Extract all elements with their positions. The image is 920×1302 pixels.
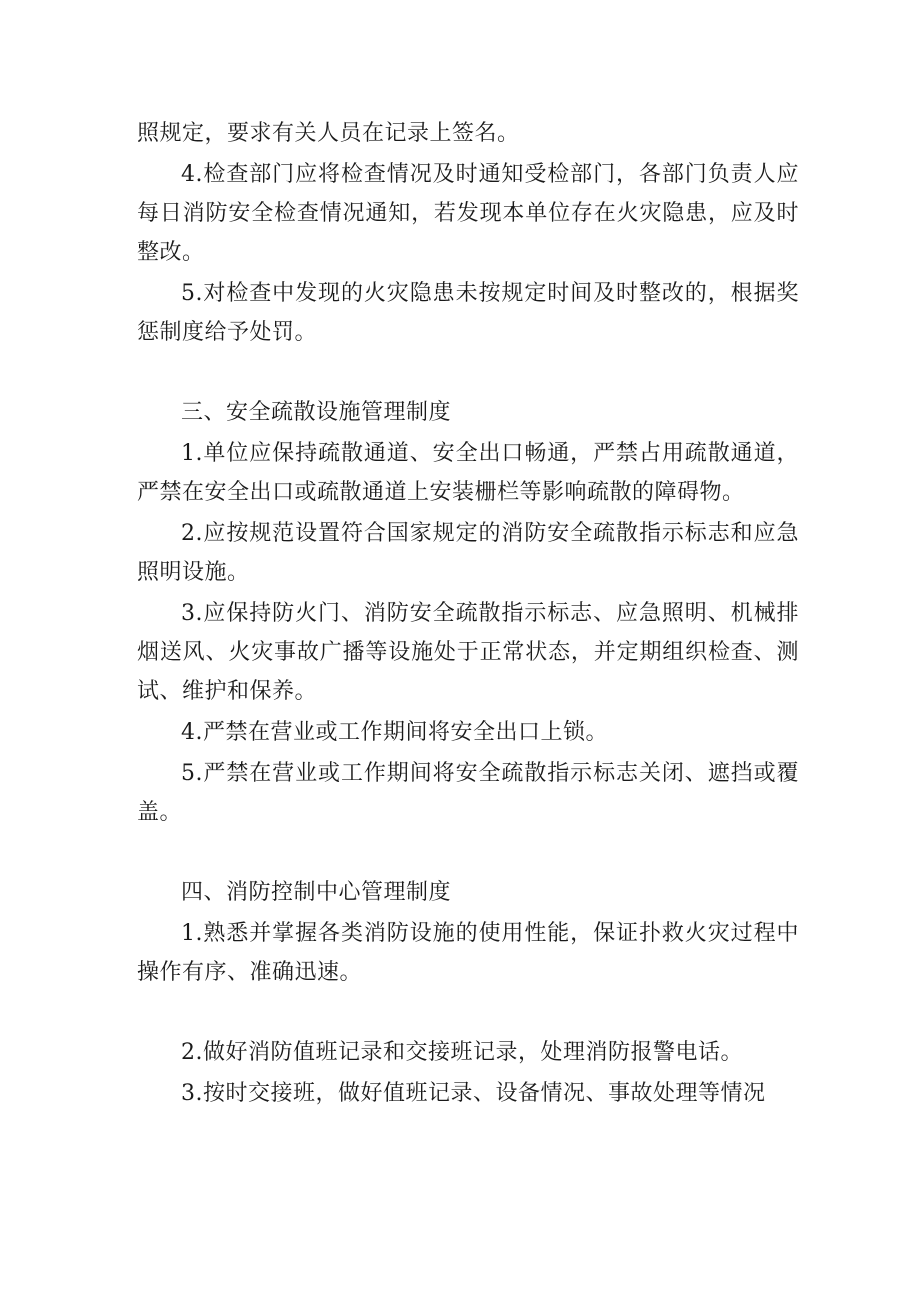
section-heading-evacuation: 三、安全疏散设施管理制度: [181, 400, 452, 425]
paragraph-gap: [137, 994, 799, 1033]
paragraph-control-item-3: 3.按时交接班，做好值班记录、设备情况、事故处理等情况: [181, 1081, 766, 1106]
paragraph-gap: [137, 834, 799, 873]
paragraph-item-4-inspection-notice: 4.检查部门应将检查情况及时通知受检部门，各部门负责人应每日消防安全检查情况通知，若发现本单位存在火灾隐患，应及时整改。: [137, 162, 799, 265]
paragraph-control-item-1: 1.熟悉并掌握各类消防设施的使用性能，保证扑救火灾过程中操作有序、准确迅速。: [137, 921, 799, 985]
paragraph-item-5-penalty: 5.对检查中发现的火灾隐患未按规定时间及时整改的，根据奖惩制度给予处罚。: [137, 281, 799, 345]
paragraph-evac-item-1: 1.单位应保持疏散通道、安全出口畅通，严禁占用疏散通道，严禁在安全出口或疏散通道上安装栅栏等影响疏散的障碍物。: [137, 441, 799, 505]
paragraph-evac-item-4: 4.严禁在营业或工作期间将安全出口上锁。: [181, 720, 608, 745]
section-heading-control-center: 四、消防控制中心管理制度: [181, 880, 452, 905]
paragraph-continuation: 照规定，要求有关人员在记录上签名。: [137, 121, 520, 146]
paragraph-gap: [137, 354, 799, 393]
document-body: [137, 114, 799, 1115]
paragraph-evac-item-5: 5.严禁在营业或工作期间将安全疏散指示标志关闭、遮挡或覆盖。: [137, 761, 799, 825]
paragraph-evac-item-3: 3.应保持防火门、消防安全疏散指示标志、应急照明、机械排烟送风、火灾事故广播等设施处于正常状态，并定期组织检查、测试、维护和保养。: [137, 601, 799, 704]
paragraph-evac-item-2: 2.应按规范设置符合国家规定的消防安全疏散指示标志和应急照明设施。: [137, 521, 799, 585]
paragraph-control-item-2: 2.做好消防值班记录和交接班记录，处理消防报警电话。: [181, 1040, 743, 1065]
